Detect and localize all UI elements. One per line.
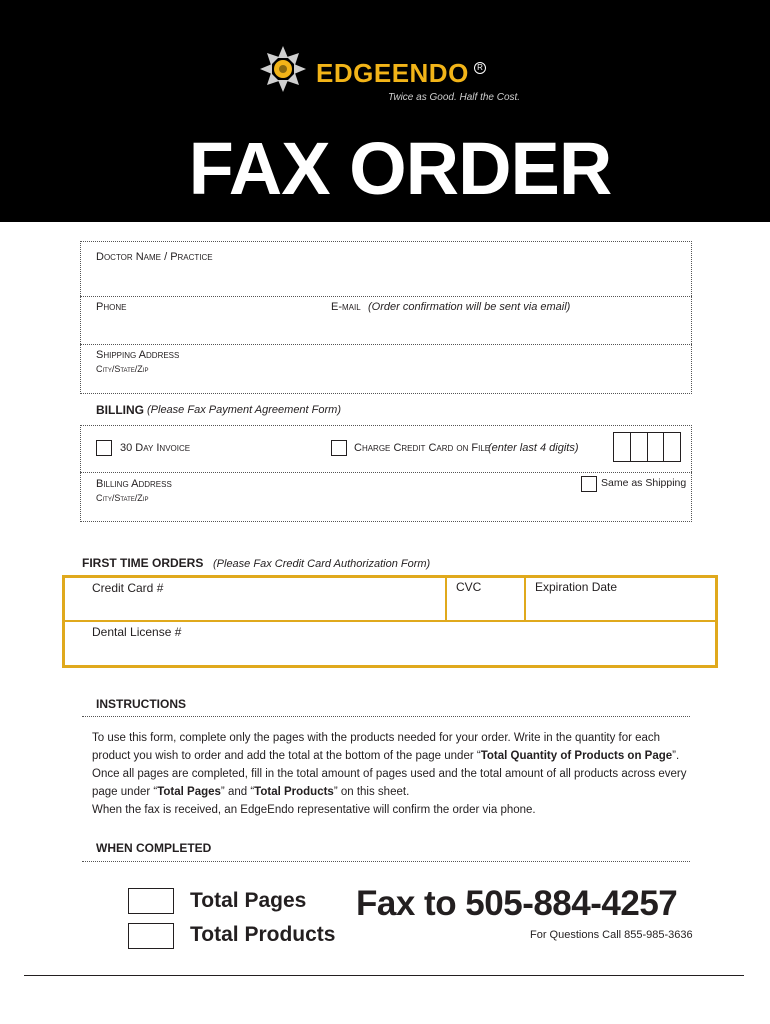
shipping-city-field[interactable]: City/State/Zip [96,364,149,374]
billing-city-field[interactable]: City/State/Zip [96,493,149,503]
edgeendo-logo-icon [258,44,308,94]
divider [80,296,692,297]
total-pages-input[interactable] [128,888,174,914]
header-banner [0,0,770,222]
divider [80,472,692,473]
charge-card-label: Charge Credit Card on File [354,442,491,454]
expiration-date-field[interactable]: Expiration Date [535,580,618,594]
divider [445,575,447,621]
same-as-shipping-label: Same as Shipping [601,477,687,489]
total-pages-label: Total Pages [190,889,307,912]
divider [82,716,690,717]
fax-number: Fax to 505-884-4257 [356,884,678,923]
email-note: (Order confirmation will be sent via email) [368,301,571,313]
charge-card-note: (enter last 4 digits) [488,442,579,454]
email-field[interactable]: E-mail [331,301,361,313]
shipping-address-field[interactable]: Shipping Address [96,349,180,361]
divider [80,344,692,345]
divider [82,861,690,862]
invoice-label: 30 Day Invoice [120,442,191,454]
invoice-checkbox[interactable] [96,440,112,456]
same-as-shipping-checkbox[interactable] [581,476,597,492]
billing-box [80,425,692,522]
divider [524,575,526,621]
registered-mark: R [474,62,486,74]
credit-card-field[interactable]: Credit Card # [92,581,164,595]
brand-name: EDGEENDO [316,58,469,88]
first-time-orders-note: (Please Fax Credit Card Authorization Form) [213,558,431,570]
charge-card-checkbox[interactable] [331,440,347,456]
contact-fields-box [80,241,692,394]
instructions-title: INSTRUCTIONS [96,697,186,711]
last-four-digits-input[interactable] [613,432,681,462]
phone-field[interactable]: Phone [96,301,127,313]
total-products-input[interactable] [128,923,174,949]
billing-title: BILLING [96,403,144,417]
doctor-name-field[interactable]: Doctor Name / Practice [96,251,213,263]
billing-address-field[interactable]: Billing Address [96,478,172,490]
divider [62,620,718,622]
instructions-text: To use this form, complete only the pages with the products needed for your order. Write in the quantity for each product you wish to order and add the total at the bottom of the page under “Total Quantity of Products on Page”. Once all pages are completed, fill in the total amount of pages used and the total amount of all products across every page under “Total Pages” and “Total Products” on this sheet. When the fax is received, an EdgeEndo representative will confirm the order via phone. [92,732,687,816]
cvc-field[interactable]: CVC [456,580,482,594]
when-completed-title: WHEN COMPLETED [96,841,212,855]
tagline: Twice as Good. Half the Cost. [388,92,521,103]
billing-note: (Please Fax Payment Agreement Form) [147,404,341,416]
bottom-rule [24,975,744,976]
total-products-label: Total Products [190,923,336,946]
first-time-orders-title: FIRST TIME ORDERS [82,556,204,570]
page-title: FAX ORDER [188,127,612,210]
questions-phone: For Questions Call 855-985-3636 [530,929,693,941]
dental-license-field[interactable]: Dental License # [92,625,182,639]
